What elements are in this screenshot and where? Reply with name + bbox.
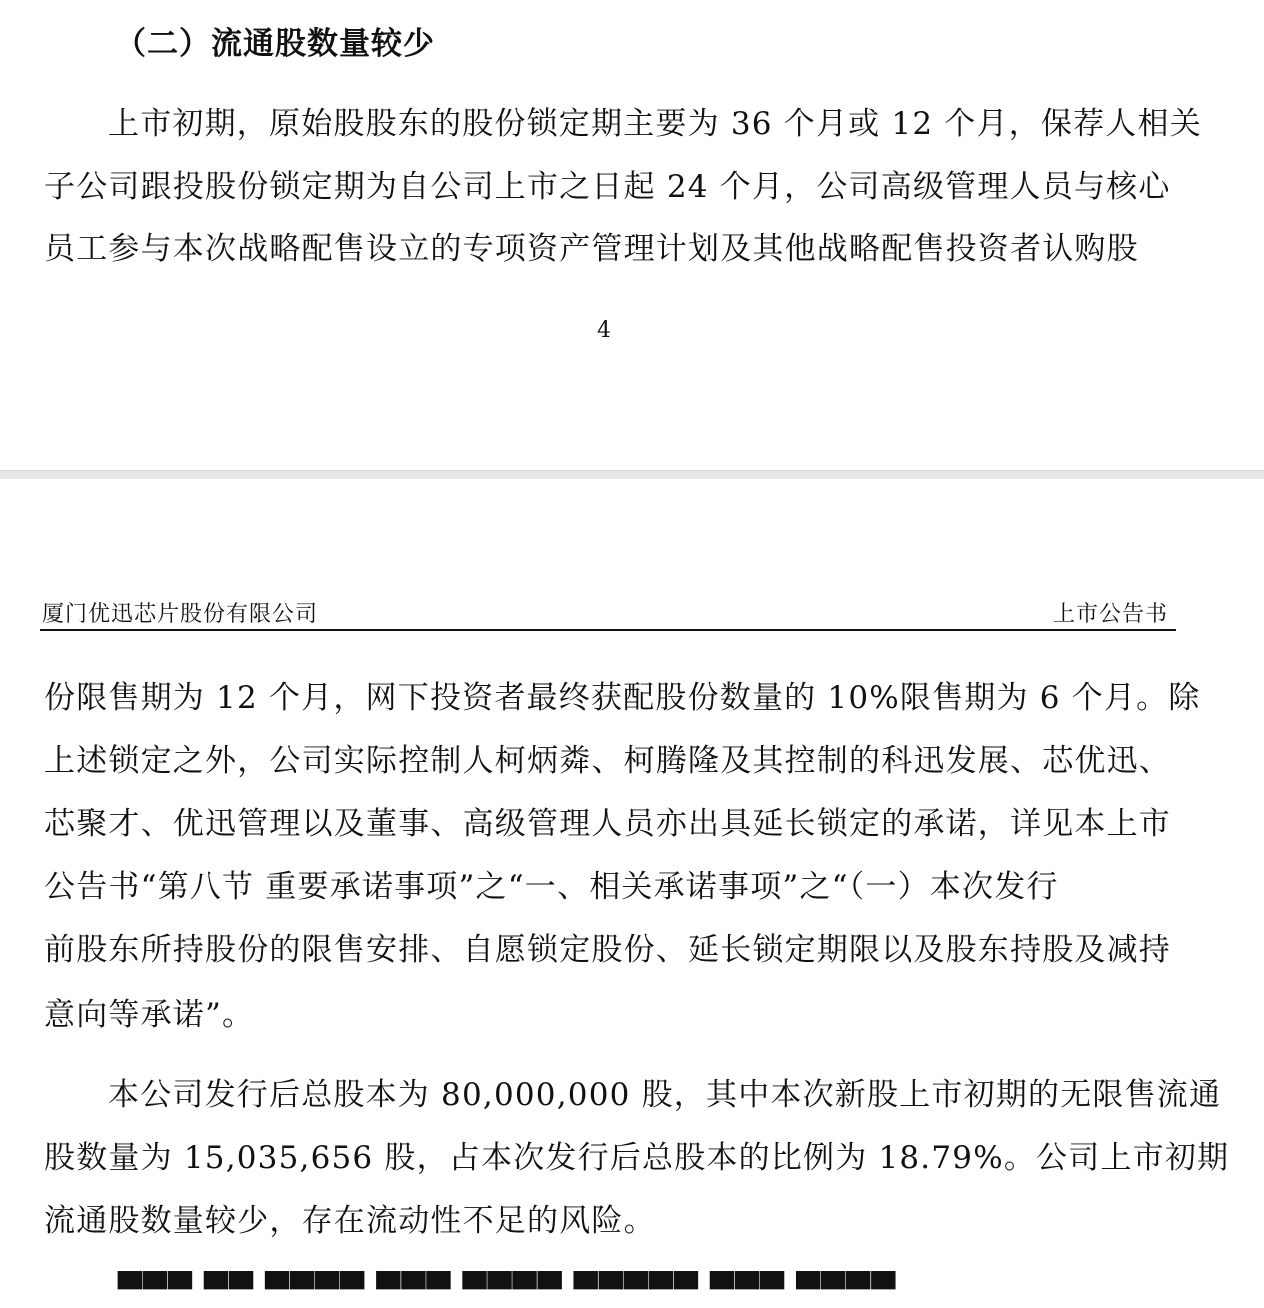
paragraph-line: 本公司发行后总股本为 80,000,000 股，其中本次新股上市初期的无限售流通 xyxy=(108,1077,1222,1113)
cut-off-text-line xyxy=(44,1268,897,1308)
paragraph-line: 子公司跟投股份锁定期为自公司上市之日起 24 个月，公司高级管理人员与核心 xyxy=(44,169,1171,205)
paragraph-line: 股数量为 15,035,656 股，占本次发行后总股本的比例为 18.79%。公司上市初期 xyxy=(44,1140,1230,1176)
running-header-company: 厦门优迅芯片股份有限公司 xyxy=(42,602,319,627)
paragraph-line: 员工参与本次战略配售设立的专项资产管理计划及其他战略配售投资者认购股 xyxy=(44,231,1139,267)
paragraph-line: 上述锁定之外，公司实际控制人柯炳粦、柯腾隆及其控制的科迅发展、芯优迅、 xyxy=(44,743,1171,779)
paragraph-line: 流通股数量较少，存在流动性不足的风险。 xyxy=(44,1203,656,1239)
running-header-document-type: 上市公告书 xyxy=(1052,602,1168,627)
paragraph-line: 上市初期，原始股股东的股份锁定期主要为 36 个月或 12 个月，保荐人相关 xyxy=(108,106,1202,142)
header-rule xyxy=(40,629,1176,631)
cut-off-text-glyphs: ▀▀▀ ▀▀ ▀▀▀▀ ▀▀▀ ▀▀▀▀ ▀▀▀▀▀ ▀▀▀ ▀▀▀▀ xyxy=(118,1272,897,1308)
page-number: 4 xyxy=(597,318,611,343)
paragraph-line: 意向等承诺”。 xyxy=(44,997,255,1033)
paragraph-line: 前股东所持股份的限售安排、自愿锁定股份、延长锁定期限以及股东持股及减持 xyxy=(44,932,1171,968)
paragraph-line: 公告书“第八节 重要承诺事项”之“一、相关承诺事项”之“（一）本次发行 xyxy=(44,869,1059,905)
section-heading: （二）流通股数量较少 xyxy=(115,26,435,62)
paragraph-line: 芯聚才、优迅管理以及董事、高级管理人员亦出具延长锁定的承诺，详见本上市 xyxy=(44,806,1171,842)
paragraph-line: 份限售期为 12 个月，网下投资者最终获配股份数量的 10%限售期为 6 个月。除 xyxy=(44,680,1201,716)
